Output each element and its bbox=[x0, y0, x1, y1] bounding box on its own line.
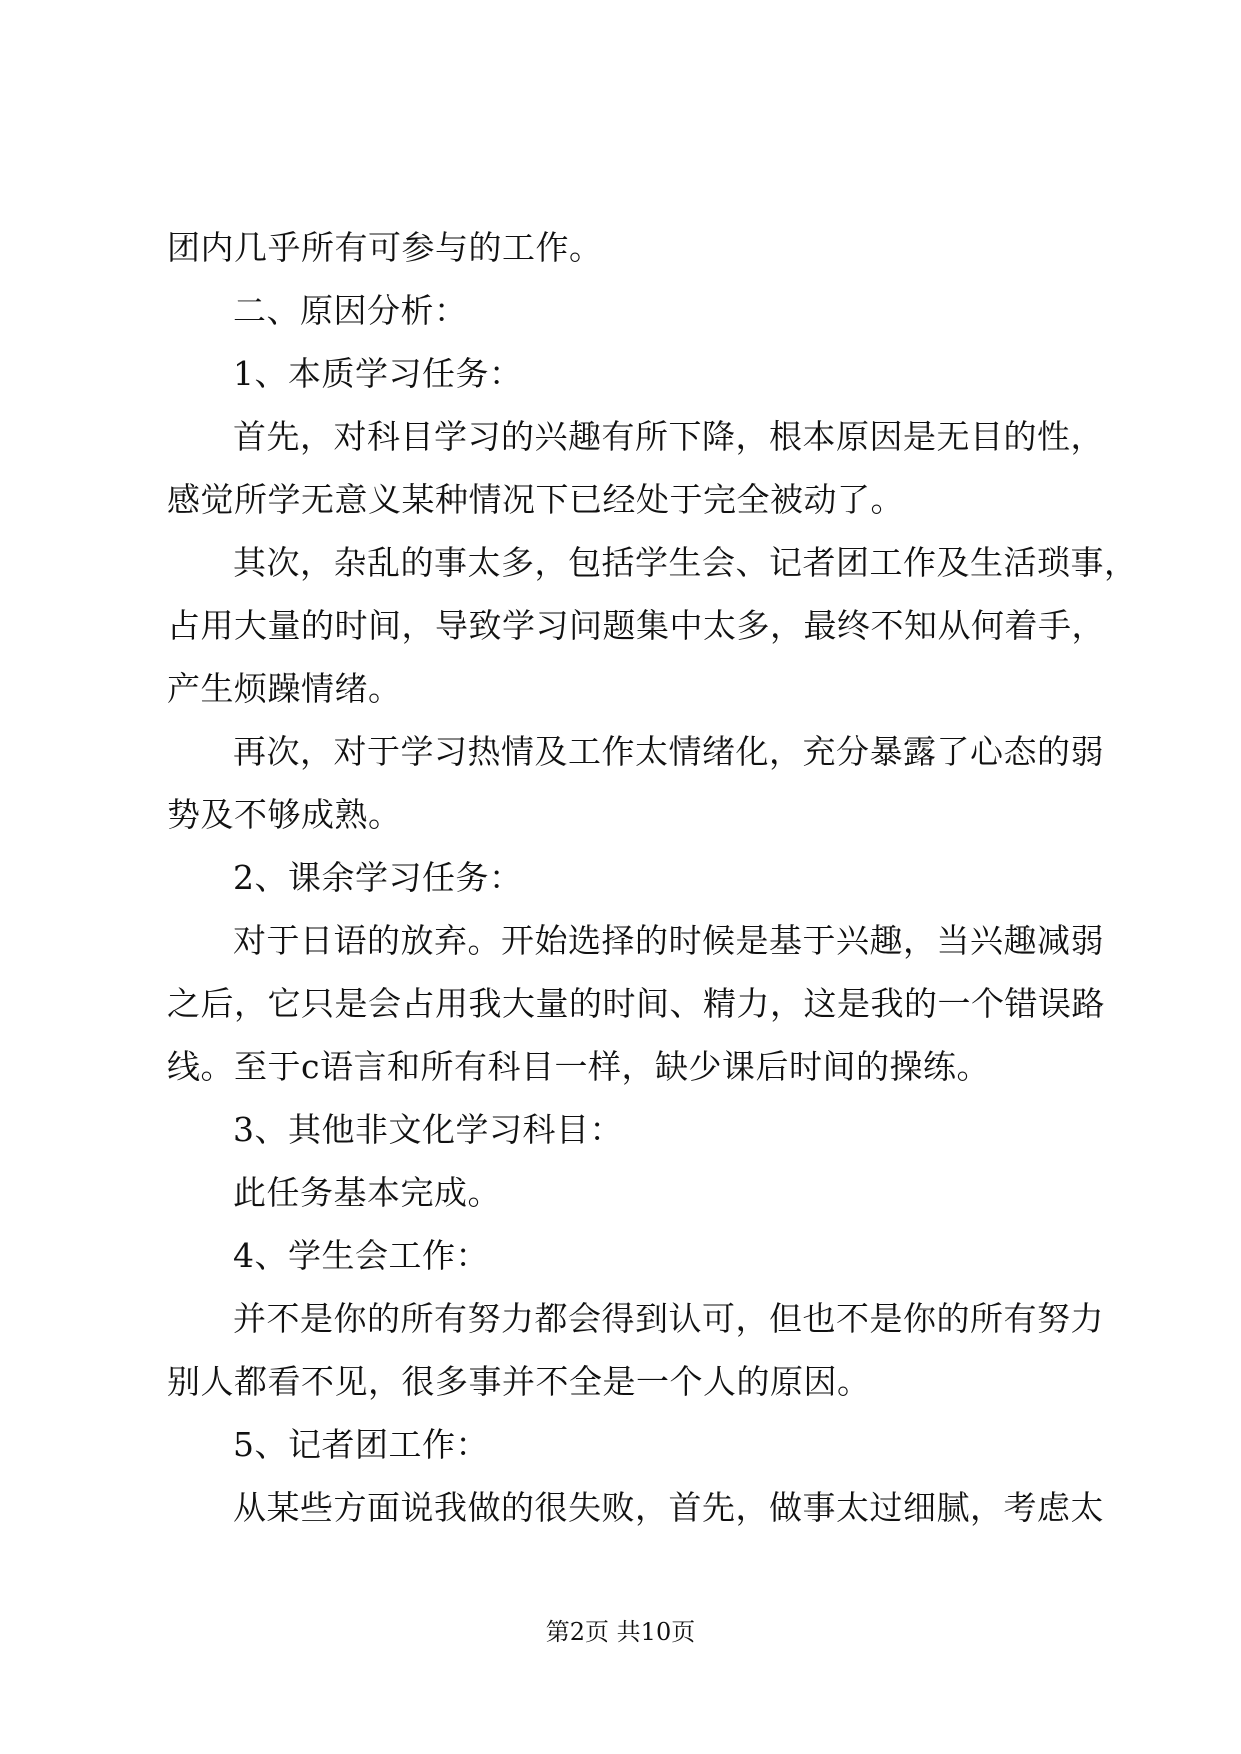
paragraph-line: 从某些方面说我做的很失败，首先，做事太过细腻，考虑太 bbox=[233, 1488, 1104, 1527]
paragraph-line: 别人都看不见，很多事并不全是一个人的原因。 bbox=[167, 1362, 871, 1401]
paragraph-line: 其次，杂乱的事太多，包括学生会、记者团工作及生活琐事， bbox=[233, 543, 1138, 582]
paragraph-line: 首先，对科目学习的兴趣有所下降，根本原因是无目的性， bbox=[233, 417, 1104, 456]
paragraph-line: 势及不够成熟。 bbox=[167, 795, 402, 834]
paragraph-line: 再次，对于学习热情及工作太情绪化，充分暴露了心态的弱 bbox=[233, 732, 1104, 771]
paragraph-line: 此任务基本完成。 bbox=[233, 1173, 501, 1212]
subsection-heading: 5、记者团工作： bbox=[233, 1425, 489, 1464]
text-line: 团内几乎所有可参与的工作。 bbox=[167, 228, 603, 267]
paragraph-line: 之后，它只是会占用我大量的时间、精力，这是我的一个错误路 bbox=[167, 984, 1105, 1023]
page-number-footer: 第2页 共10页 bbox=[545, 1618, 696, 1646]
paragraph-line: 线。至于c语言和所有科目一样，缺少课后时间的操练。 bbox=[167, 1047, 990, 1086]
paragraph-line: 对于日语的放弃。开始选择的时候是基于兴趣，当兴趣减弱 bbox=[233, 921, 1104, 960]
section-heading: 二、原因分析： bbox=[233, 291, 468, 330]
paragraph-line: 占用大量的时间，导致学习问题集中太多，最终不知从何着手， bbox=[167, 606, 1105, 645]
paragraph-line: 感觉所学无意义某种情况下已经处于完全被动了。 bbox=[167, 480, 904, 519]
subsection-heading: 3、其他非文化学习科目： bbox=[233, 1110, 623, 1149]
subsection-heading: 2、课余学习任务： bbox=[233, 858, 523, 897]
paragraph-line: 并不是你的所有努力都会得到认可，但也不是你的所有努力 bbox=[233, 1299, 1104, 1338]
subsection-heading: 4、学生会工作： bbox=[233, 1236, 489, 1275]
paragraph-line: 产生烦躁情绪。 bbox=[167, 669, 402, 708]
subsection-heading: 1、本质学习任务： bbox=[233, 354, 523, 393]
